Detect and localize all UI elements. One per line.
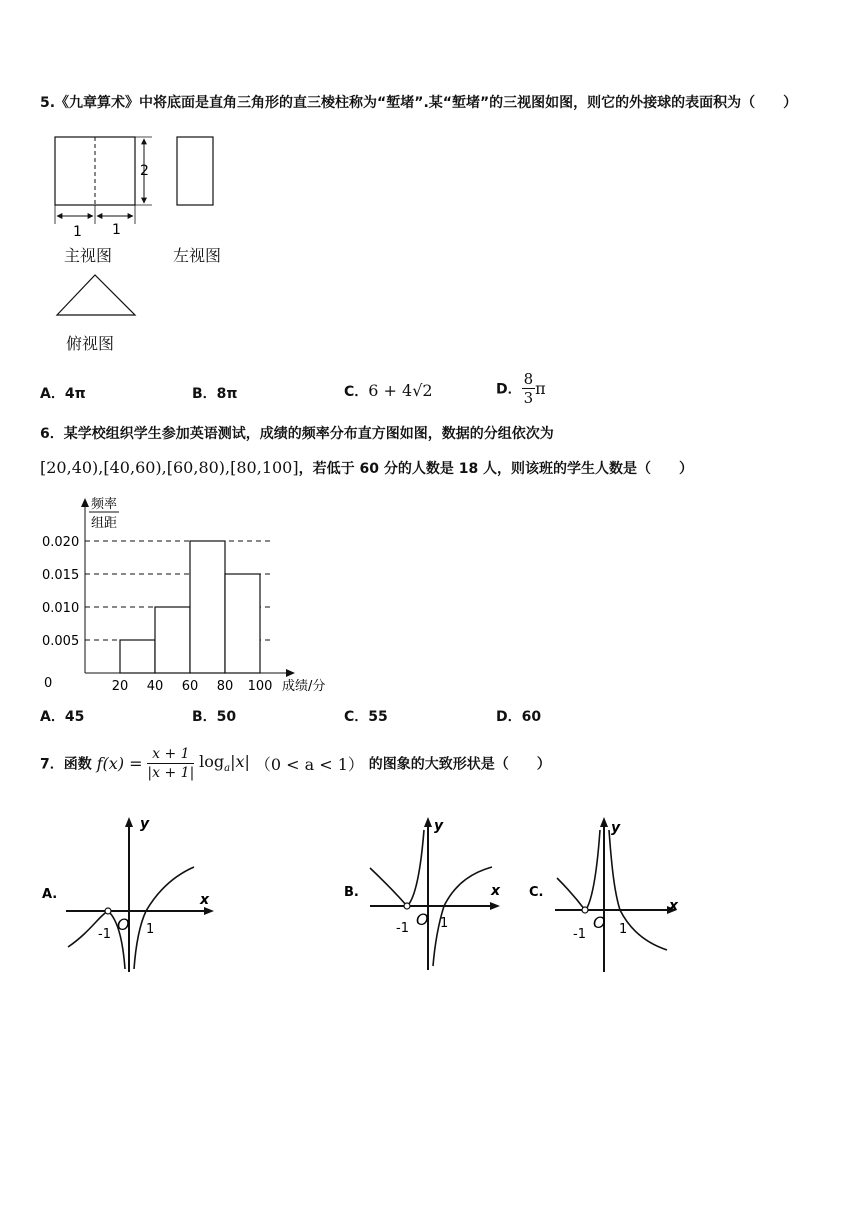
graph-a-label: A. (42, 887, 58, 902)
q6-stem-line2: [20,40),[40,60),[60,80),[80,100]，若低于 60 分的人数是 18 人，则该班的学生人数是（ ） (40, 458, 694, 477)
height-dim-label: 2 (140, 163, 149, 179)
q6-stem: 6．某学校组织学生参加英语测试，成绩的频率分布直方图如图，数据的分组依次为 (40, 426, 554, 442)
y-tick-label: 0.020 (42, 535, 80, 550)
x-axis-label: 成绩/分 (282, 679, 326, 694)
width-dim-right-label: 1 (112, 222, 121, 238)
q7-func-lhs: f(x) = (96, 754, 143, 773)
q5-option-c[interactable]: C．6 + 4√2 (344, 381, 433, 400)
histogram-y-ticks (42, 535, 79, 649)
q5-front-side-views (40, 128, 240, 238)
q7-fraction: $\frac{x + 1}{|x + 1|}$ (147, 746, 195, 781)
origin-label: 0 (44, 676, 53, 691)
q5-option-b[interactable]: B．8π (192, 386, 238, 402)
graph-c-label: C. (529, 885, 544, 900)
svg-text:1: 1 (146, 922, 155, 937)
side-view-caption: 左视图 (173, 246, 222, 265)
q6-intervals: [20,40),[40,60),[60,80),[80,100] (40, 458, 299, 477)
q7-condition: （0 < a < 1） (254, 755, 364, 774)
q6-option-d[interactable]: D．60 (496, 709, 542, 725)
y-axis-arrow (81, 498, 89, 507)
svg-text:y: y (611, 820, 621, 836)
svg-text:-1: -1 (98, 927, 111, 942)
side-view-rect (177, 137, 213, 205)
q7-log: $\log_a|x|$ (199, 752, 250, 775)
graph-c-curve-left (557, 878, 585, 910)
q7-graph-a[interactable] (40, 812, 220, 977)
top-view-triangle (54, 270, 140, 318)
svg-text:O: O (416, 910, 429, 929)
q7-graph-c[interactable] (527, 812, 687, 977)
svg-text:O: O (117, 915, 130, 934)
svg-text:y: y (434, 818, 444, 834)
top-view-caption: 俯视图 (66, 334, 115, 353)
x-tick-label: 100 (247, 679, 273, 694)
svg-text:1: 1 (619, 922, 628, 937)
histogram-bar (225, 574, 260, 673)
front-view-caption: 主视图 (64, 246, 113, 265)
svg-text:1: 1 (440, 916, 449, 931)
y-tick-label: 0.015 (42, 568, 80, 583)
y-label-bottom: 组距 (91, 516, 118, 531)
frequency-histogram (38, 490, 338, 700)
histogram-bar (120, 640, 155, 673)
svg-text:x: x (491, 883, 501, 899)
q6-option-c[interactable]: C．55 (344, 709, 388, 725)
x-tick-label: 20 (111, 679, 129, 694)
graph-b-curve-left (370, 868, 407, 906)
q7-graph-b[interactable] (342, 812, 522, 977)
width-dim-left-label: 1 (73, 224, 82, 238)
svg-text:O: O (593, 913, 606, 932)
q6-option-a[interactable]: A．45 (40, 709, 85, 725)
svg-text:x: x (200, 892, 210, 908)
q6-option-b[interactable]: B．50 (192, 709, 237, 725)
q7-stem: 7．函数 f(x) = $\frac{x + 1}{|x + 1|}$ $\log_a|x|$ （0 < a < 1） 的图象的大致形状是（ ） (40, 746, 551, 781)
x-tick-label: 40 (146, 679, 164, 694)
svg-text:-1: -1 (396, 921, 409, 936)
histogram-x-ticks (112, 679, 273, 694)
graph-b-label: B. (344, 885, 359, 900)
y-tick-label: 0.010 (42, 601, 80, 616)
q5-stem: 5.《九章算术》中将底面是直角三角形的直三棱柱称为“堑堵”.某“堑堵”的三视图如图，则它的外接球的表面积为（ ） (40, 95, 798, 111)
histogram-bar (155, 607, 190, 673)
x-tick-label: 60 (181, 679, 199, 694)
svg-text:y: y (140, 816, 150, 832)
x-axis-arrow (286, 669, 295, 677)
q5-option-a[interactable]: A．4π (40, 386, 86, 402)
histogram-bar (190, 541, 225, 673)
y-tick-label: 0.005 (42, 634, 80, 649)
x-tick-label: 80 (216, 679, 234, 694)
svg-text:-1: -1 (573, 927, 586, 942)
svg-text:x: x (669, 898, 679, 914)
q5-option-d[interactable]: D． $\frac{8}{3}$ π (496, 370, 546, 407)
y-label-top: 频率 (91, 497, 118, 512)
